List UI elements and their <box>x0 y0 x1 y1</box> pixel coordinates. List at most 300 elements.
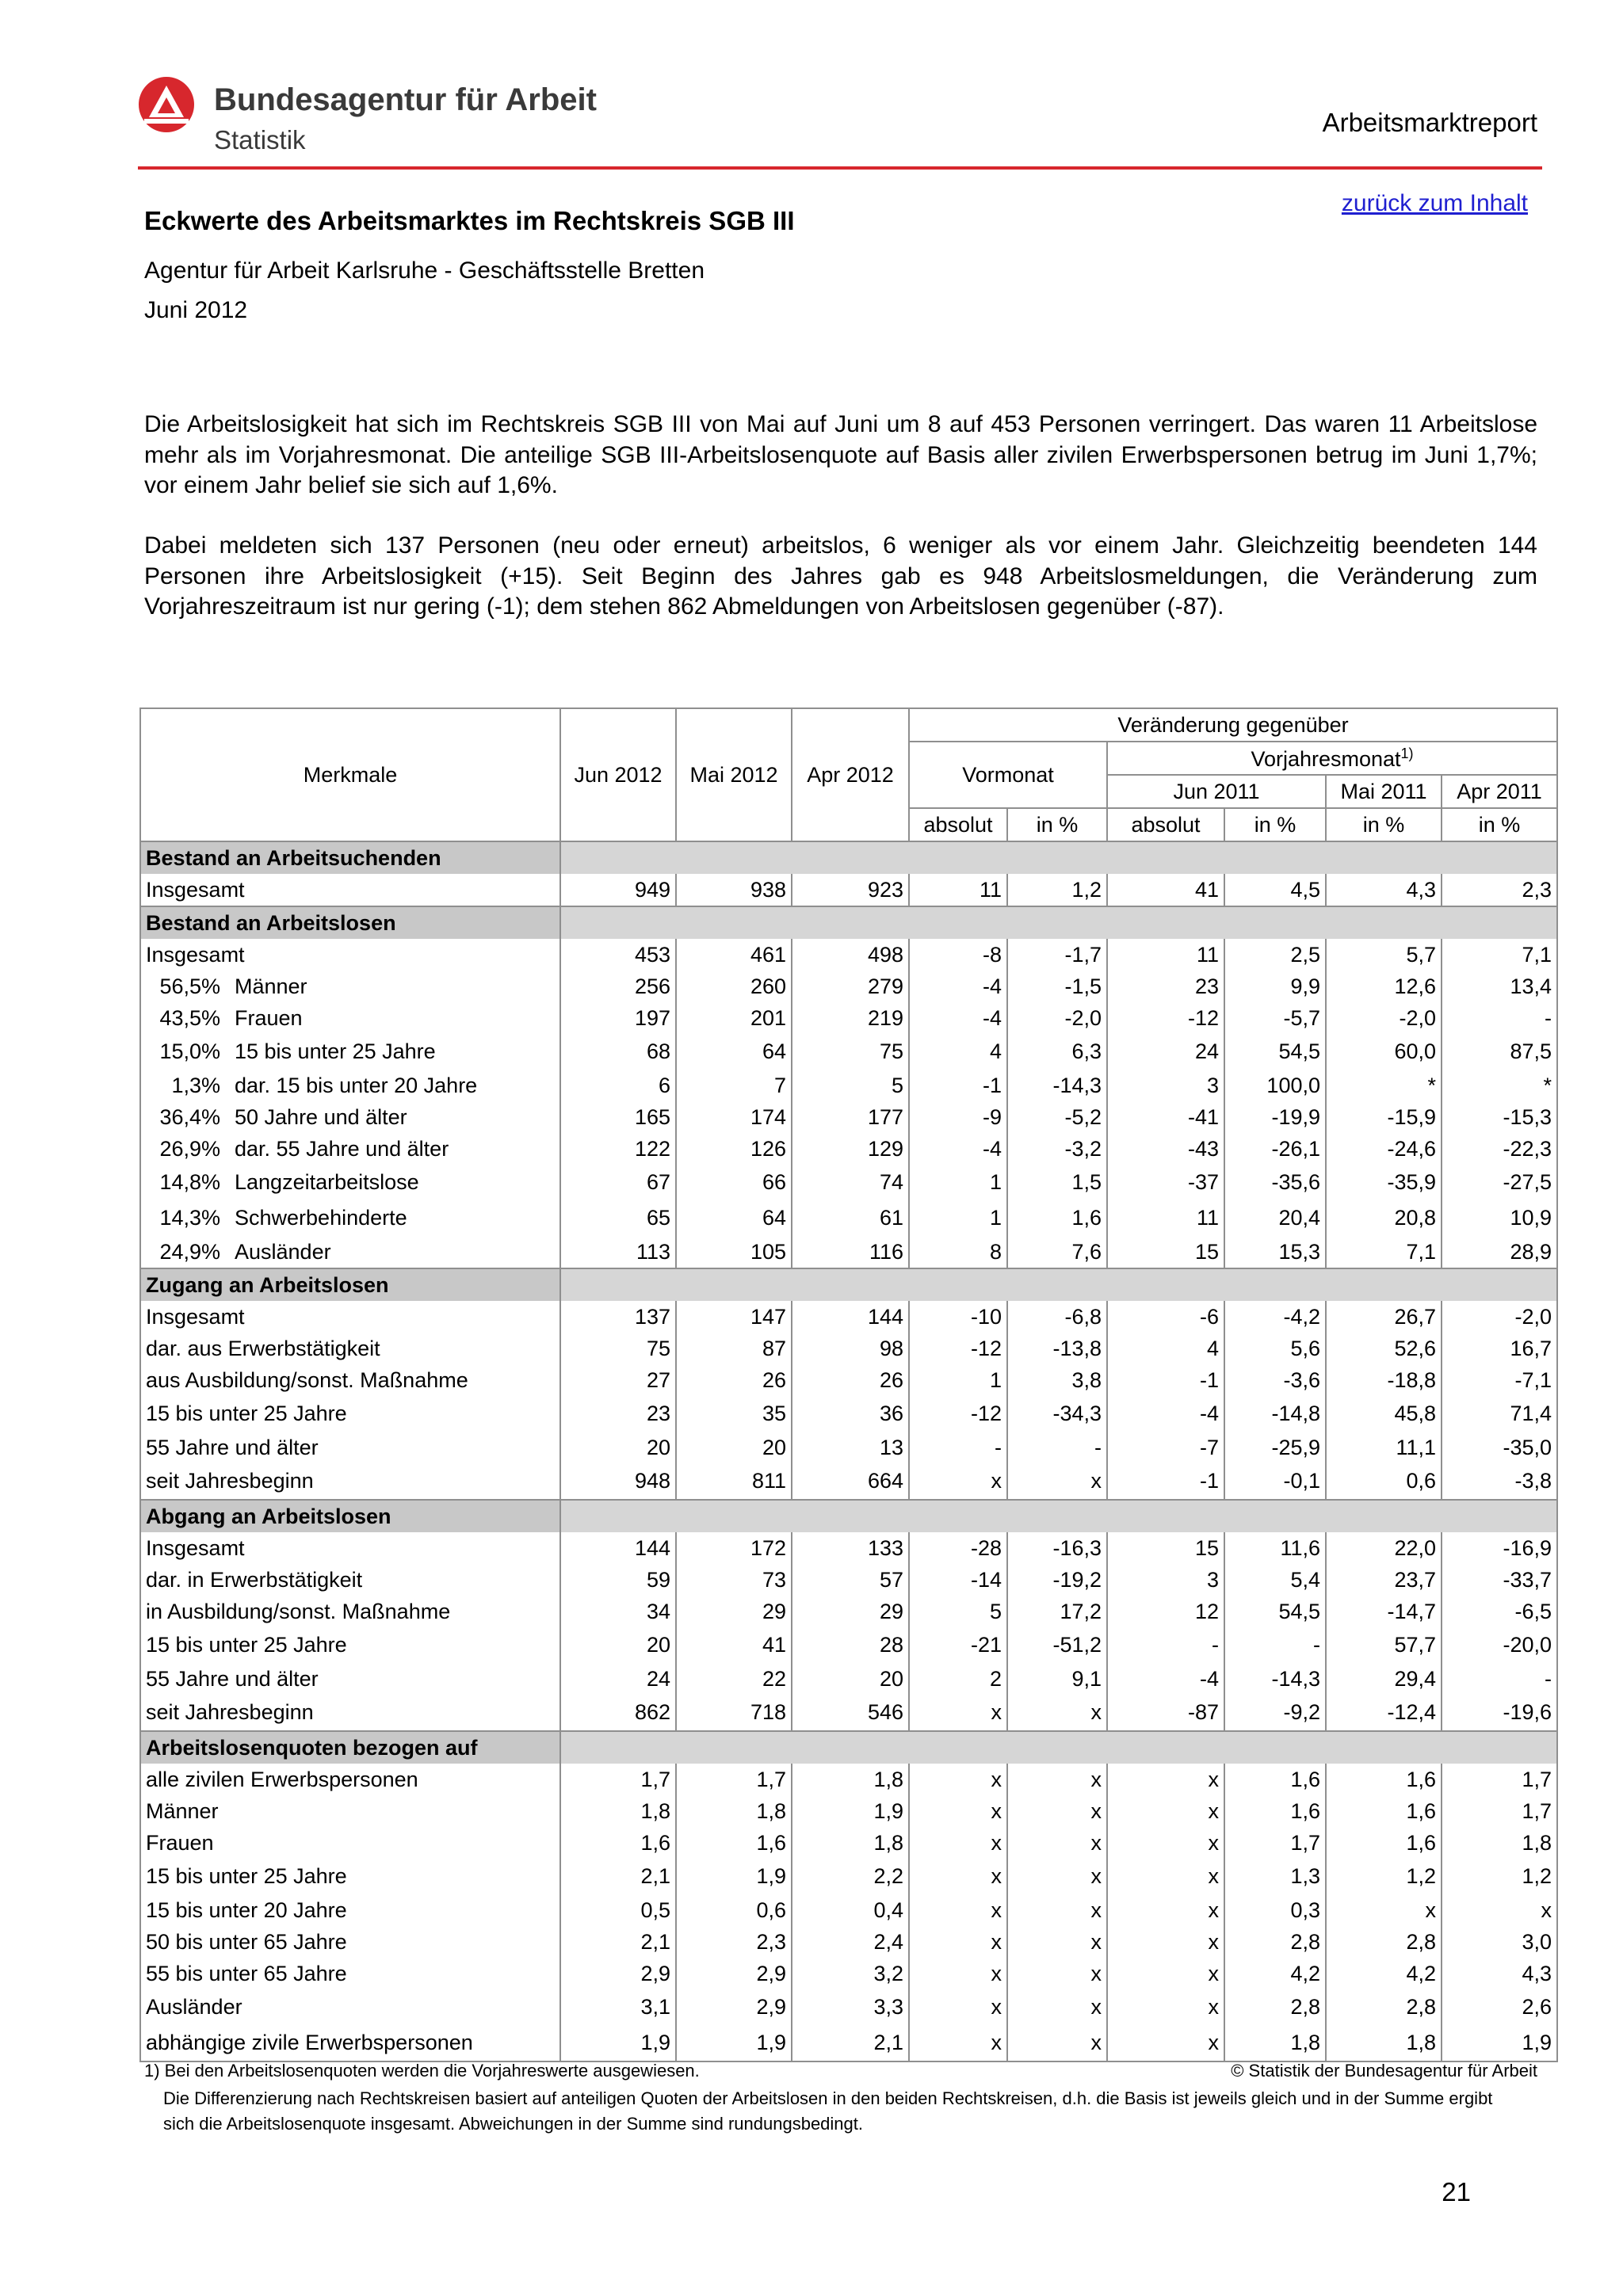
value-cell: -18,8 <box>1326 1364 1442 1396</box>
row-label <box>140 1564 560 1596</box>
row-label <box>140 1989 560 2025</box>
row-label-text: aus Ausbildung/sonst. Maßnahme <box>146 1367 468 1392</box>
row-label-text: Insgesamt <box>146 942 245 967</box>
table-row <box>140 1165 1557 1200</box>
value-cell: 15 <box>1107 1236 1224 1268</box>
row-label-text: 55 Jahre und älter <box>146 1666 319 1691</box>
row-label-text: 15 bis unter 20 Jahre <box>146 1897 347 1922</box>
value-cell: 12 <box>1107 1596 1224 1627</box>
value-cell: 1 <box>909 1200 1007 1236</box>
value-cell: x <box>909 1795 1007 1827</box>
value-cell: -19,9 <box>1224 1101 1326 1133</box>
row-label-text: 55 Jahre und älter <box>146 1435 319 1459</box>
value-cell: 0,3 <box>1224 1894 1326 1926</box>
value-cell: 3,1 <box>560 1989 676 2025</box>
share-percent: 26,9% <box>159 1136 220 1161</box>
value-cell: x <box>1107 1827 1224 1859</box>
value-cell: 11 <box>909 874 1007 906</box>
row-label <box>140 1795 560 1827</box>
row-label-text: in Ausbildung/sonst. Maßnahme <box>146 1599 451 1623</box>
section-header-row <box>140 841 1557 874</box>
value-cell: 2,8 <box>1326 1989 1442 2025</box>
value-cell: -6,5 <box>1442 1596 1557 1627</box>
summary-paragraph-1: Die Arbeitslosigkeit hat sich im Rechtskreis SGB III von Mai auf Juni um 8 auf 453 Personen verringert. Das waren 11 Arbeitslose mehr als im Vorjahresmonat. Die anteilige SGB III-Arbeitslosenquote auf Basis aller zivilen Erwerbspersonen betrug im Juni 1,7%; vor einem Jahr belief sie sich auf 1,6%. <box>144 411 1537 498</box>
value-cell: 177 <box>792 1101 909 1133</box>
table-row <box>140 1827 1557 1859</box>
value-cell: 28,9 <box>1442 1236 1557 1268</box>
value-cell: 5 <box>792 1070 909 1101</box>
value-cell: 546 <box>792 1695 909 1731</box>
value-cell: 1,8 <box>1442 1827 1557 1859</box>
row-label <box>140 874 560 906</box>
value-cell: 949 <box>560 874 676 906</box>
value-cell: 4,5 <box>1224 874 1326 906</box>
value-cell: 2,5 <box>1224 939 1326 971</box>
table-row <box>140 1663 1557 1695</box>
value-cell: -9 <box>909 1101 1007 1133</box>
value-cell: 0,6 <box>1326 1463 1442 1500</box>
value-cell: -43 <box>1107 1133 1224 1165</box>
value-cell: 20 <box>792 1663 909 1695</box>
value-cell: 22 <box>676 1663 792 1695</box>
value-cell: -26,1 <box>1224 1133 1326 1165</box>
value-cell: 20,8 <box>1326 1200 1442 1236</box>
value-cell: 17,2 <box>1007 1596 1107 1627</box>
value-cell: -21 <box>909 1627 1007 1663</box>
value-cell: 52,6 <box>1326 1333 1442 1364</box>
value-cell: 105 <box>676 1236 792 1268</box>
value-cell: 15 <box>1107 1532 1224 1564</box>
value-cell: -3,2 <box>1007 1133 1107 1165</box>
value-cell: 3,8 <box>1007 1364 1107 1396</box>
value-cell: - <box>1442 1002 1557 1034</box>
table-row <box>140 1764 1557 1795</box>
value-cell: -24,6 <box>1326 1133 1442 1165</box>
value-cell: 133 <box>792 1532 909 1564</box>
value-cell: -14 <box>909 1564 1007 1596</box>
report-name: Arbeitsmarktreport <box>1322 108 1537 137</box>
value-cell: 1,7 <box>1442 1795 1557 1827</box>
row-label-text: Schwerbehinderte <box>235 1206 407 1230</box>
value-cell: 75 <box>792 1034 909 1070</box>
key-figures-table <box>139 707 1558 2062</box>
row-label <box>140 1827 560 1859</box>
row-label <box>140 1236 560 1268</box>
value-cell: 137 <box>560 1301 676 1333</box>
value-cell: x <box>1007 2025 1107 2061</box>
table-row <box>140 1859 1557 1894</box>
value-cell: -9,2 <box>1224 1695 1326 1731</box>
value-cell: -28 <box>909 1532 1007 1564</box>
value-cell: 126 <box>676 1133 792 1165</box>
value-cell: -27,5 <box>1442 1165 1557 1200</box>
value-cell: x <box>1007 1859 1107 1894</box>
table-row <box>140 1364 1557 1396</box>
table-row <box>140 1532 1557 1564</box>
value-cell: - <box>1007 1432 1107 1463</box>
table-row <box>140 1926 1557 1958</box>
value-cell: x <box>1007 1827 1107 1859</box>
value-cell: -5,2 <box>1007 1101 1107 1133</box>
value-cell: 2,3 <box>1442 874 1557 906</box>
value-cell: - <box>909 1432 1007 1463</box>
value-cell: x <box>909 1695 1007 1731</box>
value-cell: 5,4 <box>1224 1564 1326 1596</box>
share-percent: 24,9% <box>159 1239 220 1264</box>
value-cell: x <box>1007 1958 1107 1989</box>
table-row <box>140 1101 1557 1133</box>
value-cell: 2,9 <box>560 1958 676 1989</box>
value-cell: -12 <box>1107 1002 1224 1034</box>
value-cell: 1,7 <box>1442 1764 1557 1795</box>
header-mai-2011: Mai 2011 <box>1326 775 1442 808</box>
header-jun-2012: Jun 2012 <box>560 708 676 841</box>
value-cell: 2,1 <box>560 1926 676 1958</box>
value-cell: 5 <box>909 1596 1007 1627</box>
row-label <box>140 1596 560 1627</box>
value-cell: -4 <box>909 971 1007 1002</box>
value-cell: -33,7 <box>1442 1564 1557 1596</box>
table-row <box>140 2025 1557 2061</box>
row-label <box>140 1396 560 1432</box>
section-title: Abgang an Arbeitslosen <box>140 1500 560 1532</box>
table-row <box>140 1301 1557 1333</box>
value-cell: 811 <box>676 1463 792 1500</box>
value-cell: -1 <box>1107 1364 1224 1396</box>
value-cell: 59 <box>560 1564 676 1596</box>
value-cell: x <box>1107 1894 1224 1926</box>
section-title: Arbeitslosenquoten bezogen auf <box>140 1731 560 1764</box>
value-cell: 1 <box>909 1364 1007 1396</box>
value-cell: -6,8 <box>1007 1301 1107 1333</box>
table-row <box>140 1432 1557 1463</box>
value-cell: 256 <box>560 971 676 1002</box>
share-percent: 56,5% <box>159 974 220 998</box>
value-cell: -0,1 <box>1224 1463 1326 1500</box>
value-cell: 260 <box>676 971 792 1002</box>
row-label-text: Männer <box>146 1798 219 1823</box>
value-cell: 75 <box>560 1333 676 1364</box>
value-cell: 2,8 <box>1224 1926 1326 1958</box>
value-cell: 29,4 <box>1326 1663 1442 1695</box>
value-cell: -5,7 <box>1224 1002 1326 1034</box>
table-row <box>140 1236 1557 1268</box>
value-cell: x <box>909 1894 1007 1926</box>
value-cell: x <box>909 1859 1007 1894</box>
value-cell: 13,4 <box>1442 971 1557 1002</box>
row-label <box>140 1002 560 1034</box>
table-row <box>140 1596 1557 1627</box>
table-row <box>140 1133 1557 1165</box>
value-cell: x <box>1007 1926 1107 1958</box>
value-cell: 64 <box>676 1034 792 1070</box>
row-label <box>140 1070 560 1101</box>
row-label <box>140 1926 560 1958</box>
value-cell: x <box>1107 1859 1224 1894</box>
value-cell: 4 <box>1107 1333 1224 1364</box>
value-cell: 3,3 <box>792 1989 909 2025</box>
value-cell: 98 <box>792 1333 909 1364</box>
value-cell: 41 <box>1107 874 1224 906</box>
value-cell: * <box>1442 1070 1557 1101</box>
header-vormonat-absolut: absolut <box>909 808 1007 841</box>
value-cell: -87 <box>1107 1695 1224 1731</box>
value-cell: -12 <box>909 1333 1007 1364</box>
value-cell: x <box>1107 1989 1224 2025</box>
value-cell: 1,9 <box>560 2025 676 2061</box>
row-label <box>140 1165 560 1200</box>
value-cell: 4,3 <box>1442 1958 1557 1989</box>
header-apr-2011: Apr 2011 <box>1442 775 1557 808</box>
summary-paragraph-2: Dabei meldeten sich 137 Personen (neu oder erneut) arbeitslos, 6 weniger als vor einem Jahr. Gleichzeitig beendeten 144 Personen ihre Arbeitslosigkeit (+15). Seit Beginn des Jahres gab es 948 Arbeitslosmeldungen, die Veränderung zum Vorjahreszeitraum ist nur gering (-1); dem stehen 862 Abmeldungen von Arbeitslosen gegenüber (-87). <box>144 532 1537 620</box>
value-cell: 1,9 <box>792 1795 909 1827</box>
value-cell: 60,0 <box>1326 1034 1442 1070</box>
value-cell: 67 <box>560 1165 676 1200</box>
row-label-text: 15 bis unter 25 Jahre <box>146 1633 347 1657</box>
value-cell: 279 <box>792 971 909 1002</box>
share-percent: 15,0% <box>159 1039 220 1063</box>
value-cell: 13 <box>792 1432 909 1463</box>
value-cell: 35 <box>676 1396 792 1432</box>
row-label <box>140 1034 560 1070</box>
header-mai-2012: Mai 2012 <box>676 708 792 841</box>
section-title: Bestand an Arbeitslosen <box>140 906 560 939</box>
section-fill <box>560 906 1557 939</box>
value-cell: 24 <box>1107 1034 1224 1070</box>
value-cell: 26 <box>792 1364 909 1396</box>
value-cell: x <box>909 2025 1007 2061</box>
value-cell: 3,2 <box>792 1958 909 1989</box>
value-cell: 1,6 <box>1326 1827 1442 1859</box>
value-cell: 54,5 <box>1224 1596 1326 1627</box>
row-label <box>140 1133 560 1165</box>
header-vormonat-pct: in % <box>1007 808 1107 841</box>
value-cell: 65 <box>560 1200 676 1236</box>
value-cell: -1,7 <box>1007 939 1107 971</box>
copyright-notice: © Statistik der Bundesagentur für Arbeit <box>1231 2061 1537 2081</box>
value-cell: 1,6 <box>1224 1795 1326 1827</box>
table-row <box>140 1958 1557 1989</box>
value-cell: -3,6 <box>1224 1364 1326 1396</box>
header-jun-2011-pct: in % <box>1224 808 1326 841</box>
value-cell: 27 <box>560 1364 676 1396</box>
value-cell: x <box>909 1827 1007 1859</box>
value-cell: 20 <box>676 1432 792 1463</box>
value-cell: 10,9 <box>1442 1200 1557 1236</box>
header-veraenderung: Veränderung gegenüber <box>909 708 1557 742</box>
value-cell: 1,6 <box>560 1827 676 1859</box>
value-cell: 28 <box>792 1627 909 1663</box>
value-cell: -4 <box>1107 1663 1224 1695</box>
value-cell: 1,7 <box>560 1764 676 1795</box>
value-cell: x <box>909 1463 1007 1500</box>
section-fill <box>560 1500 1557 1532</box>
value-cell: 165 <box>560 1101 676 1133</box>
table-row <box>140 1795 1557 1827</box>
value-cell: -12,4 <box>1326 1695 1442 1731</box>
row-label-text: Männer <box>235 974 307 998</box>
value-cell: 1,9 <box>676 2025 792 2061</box>
value-cell: -4 <box>1107 1396 1224 1432</box>
value-cell: 1,8 <box>1224 2025 1326 2061</box>
value-cell: x <box>1107 1764 1224 1795</box>
value-cell: 54,5 <box>1224 1034 1326 1070</box>
value-cell: 74 <box>792 1165 909 1200</box>
value-cell: 4,3 <box>1326 874 1442 906</box>
section-fill <box>560 841 1557 874</box>
value-cell: 0,5 <box>560 1894 676 1926</box>
footnote-marker: 1) <box>1400 745 1414 761</box>
value-cell: 68 <box>560 1034 676 1070</box>
table-row <box>140 874 1557 906</box>
header-apr-2012: Apr 2012 <box>792 708 909 841</box>
value-cell: 113 <box>560 1236 676 1268</box>
table-row <box>140 1002 1557 1034</box>
value-cell: 73 <box>676 1564 792 1596</box>
value-cell: 129 <box>792 1133 909 1165</box>
row-label <box>140 1859 560 1894</box>
value-cell: -4 <box>909 1133 1007 1165</box>
value-cell: 1,6 <box>1007 1200 1107 1236</box>
value-cell: x <box>909 1926 1007 1958</box>
row-label-text: abhängige zivile Erwerbspersonen <box>146 2031 473 2054</box>
value-cell: 41 <box>676 1627 792 1663</box>
value-cell: 1,5 <box>1007 1165 1107 1200</box>
value-cell: -6 <box>1107 1301 1224 1333</box>
table-row <box>140 939 1557 971</box>
value-cell: 29 <box>676 1596 792 1627</box>
value-cell: 144 <box>560 1532 676 1564</box>
value-cell: 1,7 <box>676 1764 792 1795</box>
section-fill <box>560 1731 1557 1764</box>
value-cell: 1,6 <box>1326 1764 1442 1795</box>
value-cell: x <box>1107 1958 1224 1989</box>
value-cell: 45,8 <box>1326 1396 1442 1432</box>
value-cell: -2,0 <box>1442 1301 1557 1333</box>
row-label-text: Insgesamt <box>146 1304 245 1329</box>
value-cell: 1,7 <box>1224 1827 1326 1859</box>
value-cell: 87,5 <box>1442 1034 1557 1070</box>
row-label <box>140 1364 560 1396</box>
row-label-text: seit Jahresbeginn <box>146 1469 314 1493</box>
value-cell: 9,1 <box>1007 1663 1107 1695</box>
value-cell: 2,8 <box>1224 1989 1326 2025</box>
value-cell: -19,2 <box>1007 1564 1107 1596</box>
header-divider <box>138 166 1542 170</box>
header-vormonat: Vormonat <box>909 742 1107 808</box>
row-label <box>140 1663 560 1695</box>
value-cell: -10 <box>909 1301 1007 1333</box>
value-cell: 23,7 <box>1326 1564 1442 1596</box>
table-row <box>140 1564 1557 1596</box>
table-row <box>140 1989 1557 2025</box>
value-cell: 1 <box>909 1165 1007 1200</box>
org-logo <box>138 76 677 163</box>
row-label-text: dar. 15 bis unter 20 Jahre <box>235 1073 478 1097</box>
value-cell: -4 <box>909 1002 1007 1034</box>
row-label-text: 50 Jahre und älter <box>235 1104 407 1129</box>
value-cell: -51,2 <box>1007 1627 1107 1663</box>
value-cell: 923 <box>792 874 909 906</box>
value-cell: -37 <box>1107 1165 1224 1200</box>
row-label <box>140 1301 560 1333</box>
value-cell: 23 <box>1107 971 1224 1002</box>
value-cell: 87 <box>676 1333 792 1364</box>
value-cell: 24 <box>560 1663 676 1695</box>
table-row <box>140 1894 1557 1926</box>
row-label-text: 50 bis unter 65 Jahre <box>146 1929 347 1954</box>
value-cell: 64 <box>676 1200 792 1236</box>
value-cell: 12,6 <box>1326 971 1442 1002</box>
org-subtitle: Statistik <box>214 125 306 154</box>
value-cell: 11 <box>1107 1200 1224 1236</box>
value-cell: 11,1 <box>1326 1432 1442 1463</box>
section-fill <box>560 1268 1557 1301</box>
value-cell: x <box>1007 1989 1107 2025</box>
value-cell: 453 <box>560 939 676 971</box>
table-row <box>140 1034 1557 1070</box>
value-cell: x <box>1007 1463 1107 1500</box>
value-cell: -1,5 <box>1007 971 1107 1002</box>
row-label <box>140 1958 560 1989</box>
value-cell: -3,8 <box>1442 1463 1557 1500</box>
value-cell: 2,2 <box>792 1859 909 1894</box>
row-label <box>140 1463 560 1500</box>
row-label <box>140 2025 560 2061</box>
value-cell: -35,0 <box>1442 1432 1557 1463</box>
table-header <box>140 708 1557 841</box>
table-row <box>140 1200 1557 1236</box>
value-cell: -12 <box>909 1396 1007 1432</box>
value-cell: 7,1 <box>1442 939 1557 971</box>
value-cell: 0,6 <box>676 1894 792 1926</box>
value-cell: x <box>1107 2025 1224 2061</box>
back-to-contents-link[interactable]: zurück zum Inhalt <box>1341 190 1528 216</box>
value-cell: -7,1 <box>1442 1364 1557 1396</box>
value-cell: x <box>909 1989 1007 2025</box>
section-header-row <box>140 1731 1557 1764</box>
row-label <box>140 1101 560 1133</box>
value-cell: 6,3 <box>1007 1034 1107 1070</box>
row-label <box>140 939 560 971</box>
value-cell: -14,7 <box>1326 1596 1442 1627</box>
value-cell: * <box>1326 1070 1442 1101</box>
row-label-text: seit Jahresbeginn <box>146 1700 314 1724</box>
section-header-row <box>140 1500 1557 1532</box>
report-month: Juni 2012 <box>144 297 248 323</box>
value-cell: 6 <box>560 1070 676 1101</box>
value-cell: x <box>1326 1894 1442 1926</box>
value-cell: 20 <box>560 1432 676 1463</box>
header-apr-2011-pct: in % <box>1442 808 1557 841</box>
section-header-row <box>140 1268 1557 1301</box>
value-cell: 29 <box>792 1596 909 1627</box>
value-cell: -1 <box>1107 1463 1224 1500</box>
value-cell: 147 <box>676 1301 792 1333</box>
share-percent: 36,4% <box>159 1104 220 1129</box>
value-cell: 461 <box>676 939 792 971</box>
value-cell: -22,3 <box>1442 1133 1557 1165</box>
row-label-text: Insgesamt <box>146 877 245 902</box>
value-cell: 8 <box>909 1236 1007 1268</box>
value-cell: 20 <box>560 1627 676 1663</box>
value-cell: 116 <box>792 1236 909 1268</box>
value-cell: 15,3 <box>1224 1236 1326 1268</box>
table-body <box>140 841 1557 2061</box>
value-cell: 26,7 <box>1326 1301 1442 1333</box>
section-header-row <box>140 906 1557 939</box>
value-cell: 100,0 <box>1224 1070 1326 1101</box>
